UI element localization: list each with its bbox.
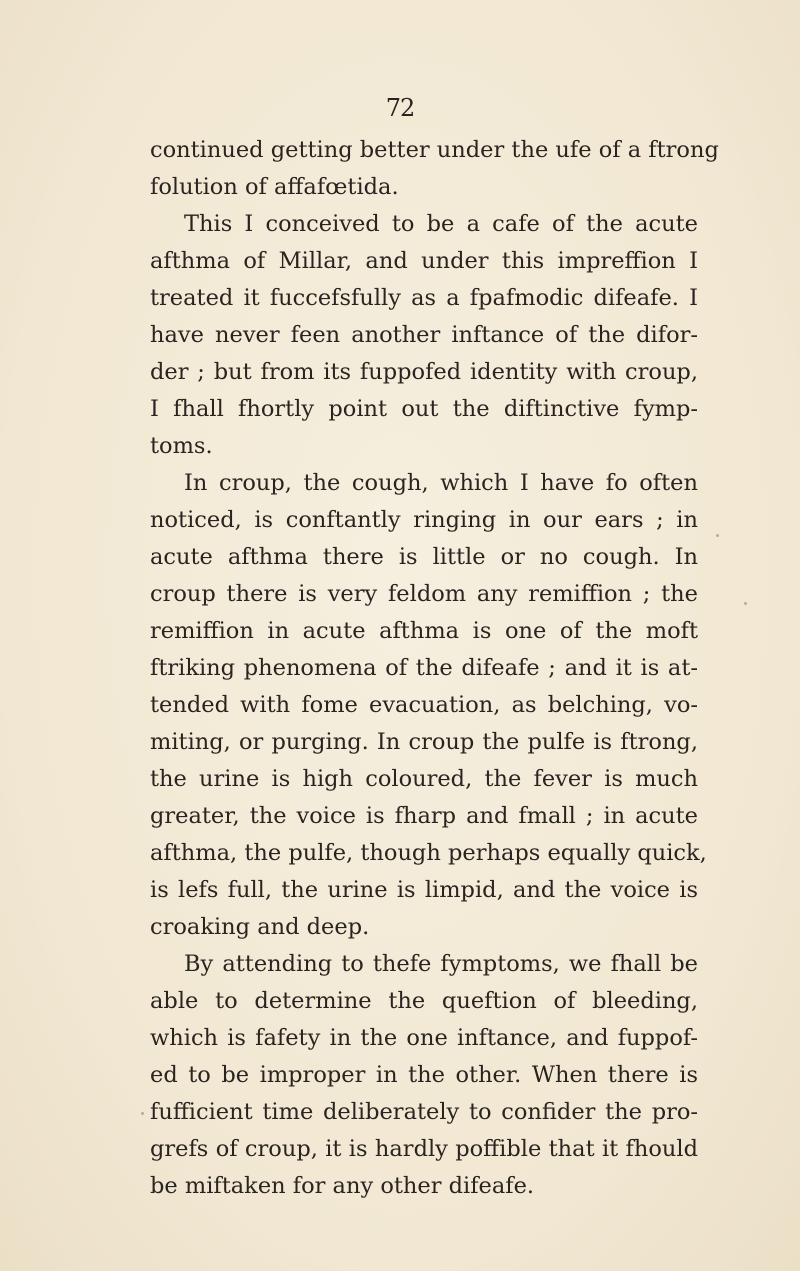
text-line: able to determine the queftion of bleeding, (150, 988, 698, 1014)
text-line: have never feen another inftance of the difor- (150, 322, 698, 348)
text-line: grefs of croup, it is hardly poffible that it fhould (150, 1136, 698, 1162)
text-line: der ; but from its fuppofed identity with croup, (150, 359, 698, 385)
text-line: ed to be improper in the other. When there is (150, 1062, 698, 1088)
text-line: afthma of Millar, and under this impreffion I (150, 248, 698, 274)
text-line: miting, or purging. In croup the pulfe is ftrong, (150, 729, 698, 755)
text-line: which is fafety in the one inftance, and fuppof- (150, 1025, 698, 1051)
text-line: tended with fome evacuation, as belching, vo- (150, 692, 698, 718)
text-line: the urine is high coloured, the fever is much (150, 766, 698, 792)
text-line: greater, the voice is fharp and fmall ; in acute (150, 803, 698, 829)
text-line: remiffion in acute afthma is one of the moft (150, 618, 698, 644)
text-line: noticed, is conftantly ringing in our ears ; in (150, 507, 698, 533)
text-line: ftriking phenomena of the difeafe ; and it is at- (150, 655, 698, 681)
text-line: In croup, the cough, which I have fo often (184, 470, 698, 496)
text-line: toms. (150, 433, 213, 459)
text-line: continued getting better under the ufe of a ftrong (150, 137, 719, 163)
body-text (150, 132, 719, 1205)
text-line: be miftaken for any other difeafe. (150, 1173, 535, 1199)
text-line: afthma, the pulfe, though perhaps equally quick, (150, 840, 707, 866)
text-line: is lefs full, the urine is limpid, and the voice is (150, 877, 698, 903)
text-line: treated it fuccefsfully as a fpafmodic difeafe. I (150, 285, 698, 311)
text-line: acute afthma there is little or no cough. In (150, 544, 698, 570)
paper-speck (744, 602, 747, 605)
text-line: croaking and deep. (150, 914, 370, 940)
paper-speck (716, 534, 719, 537)
text-line: fufficient time deliberately to confider the pro- (150, 1099, 698, 1125)
text-line: folution of affafœtida. (150, 174, 399, 200)
text-line: This I conceived to be a cafe of the acute (184, 211, 698, 237)
page-number: 72 (385, 94, 415, 122)
text-line: I fhall fhortly point out the diftinctive fymp- (150, 396, 698, 422)
paper-speck (141, 1112, 144, 1115)
text-line: By attending to thefe fymptoms, we fhall be (184, 951, 698, 977)
text-line: croup there is very feldom any remiffion ; the (150, 581, 698, 607)
